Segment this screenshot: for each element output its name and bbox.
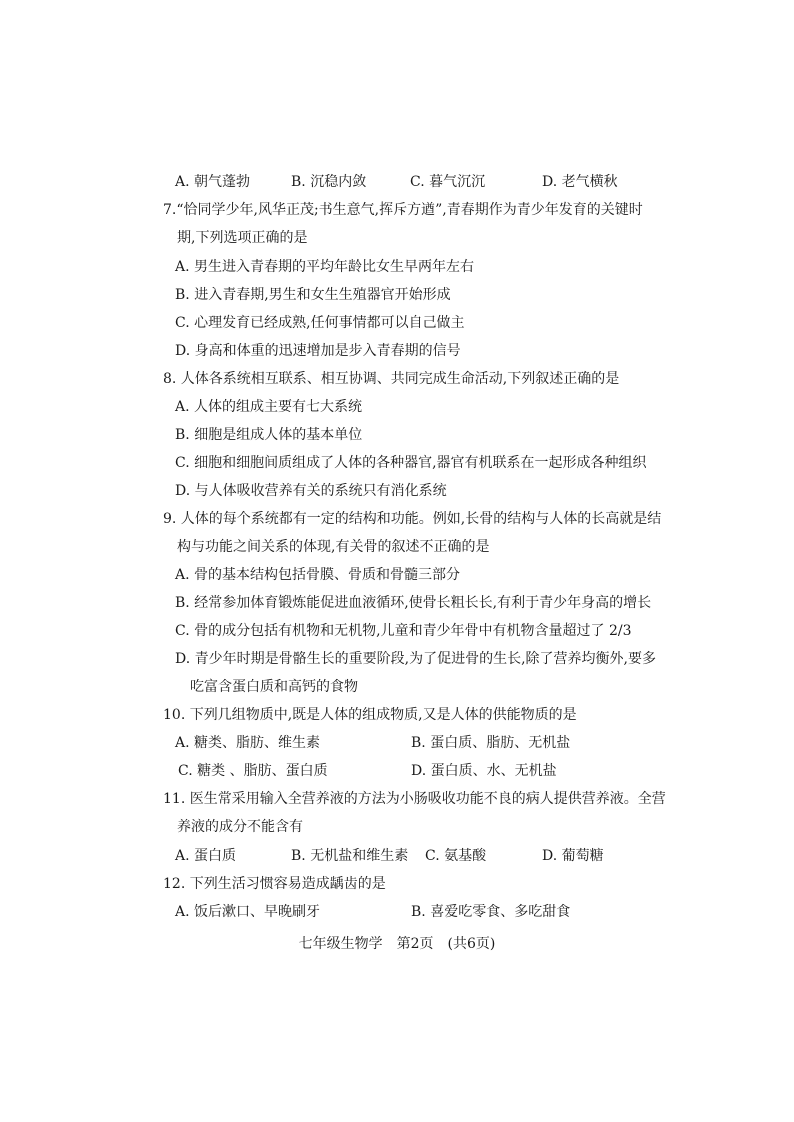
q7-stem-line-2: 期,下列选项正确的是 [177, 230, 308, 246]
q9-option-b: B. 经常参加体育锻炼能促进血液循环,使骨长粗长长,有利于青少年身高的增长 [175, 595, 652, 611]
q9-option-c: C. 骨的成分包括有机物和无机物,儿童和青少年骨中有机物含量超过了 2/3 [175, 623, 632, 639]
q9-stem-line-1: 9. 人体的每个系统都有一定的结构和功能。例如,长骨的结构与人体的长高就是结 [163, 511, 662, 527]
q12-option-a: A. 饭后漱口、早晚刷牙 [175, 904, 321, 920]
q8-option-c: C. 细胞和细胞间质组成了人体的各种器官,器官有机联系在一起形成各种组织 [175, 455, 647, 471]
q11-option-b: B. 无机盐和维生素 [291, 848, 409, 864]
q7-stem-line-1: 7.“恰同学少年,风华正茂;书生意气,挥斥方遒”,青春期作为青少年发育的关键时 [163, 202, 643, 218]
q10-option-b: B. 蛋白质、脂肪、无机盐 [411, 735, 571, 751]
q7-option-c: C. 心理发育已经成熟,任何事情都可以自己做主 [175, 315, 465, 331]
q11-option-c: C. 氨基酸 [425, 848, 487, 864]
q6-option-d: D. 老气横秋 [542, 174, 618, 190]
q10-option-a: A. 糖类、脂肪、维生素 [175, 735, 321, 751]
q11-option-d: D. 葡萄糖 [542, 848, 604, 864]
q10-option-c: C. 糖类 、脂肪、蛋白质 [178, 763, 328, 779]
q8-stem-line-1: 8. 人体各系统相互联系、相互协调、共同完成生命活动,下列叙述正确的是 [163, 371, 620, 387]
q10-option-d: D. 蛋白质、水、无机盐 [411, 763, 557, 779]
q8-option-a: A. 人体的组成主要有七大系统 [175, 399, 363, 415]
q7-option-b: B. 进入青春期,男生和女生生殖器官开始形成 [175, 287, 451, 303]
q12-option-b: B. 喜爱吃零食、多吃甜食 [411, 904, 571, 920]
q10-stem-line-1: 10. 下列几组物质中,既是人体的组成物质,又是人体的供能物质的是 [163, 707, 577, 723]
q6-option-c: C. 暮气沉沉 [410, 174, 486, 190]
page-footer: 七年级生物学 第2页 (共6页) [298, 936, 496, 952]
q9-option-d: D. 青少年时期是骨骼生长的重要阶段,为了促进骨的生长,除了营养均衡外,要多 [175, 651, 656, 667]
q11-stem-line-1: 11. 医生常采用输入全营养液的方法为小肠吸收功能不良的病人提供营养液。全营 [163, 791, 666, 807]
q7-option-a: A. 男生进入青春期的平均年龄比女生早两年左右 [175, 259, 475, 275]
q6-option-b: B. 沉稳内敛 [291, 174, 367, 190]
q11-stem-line-2: 养液的成分不能含有 [177, 819, 303, 835]
q6-option-a: A. 朝气蓬勃 [175, 174, 251, 190]
q12-stem-line-1: 12. 下列生活习惯容易造成龋齿的是 [163, 876, 386, 892]
q8-option-b: B. 细胞是组成人体的基本单位 [175, 427, 363, 443]
q9-option-d-continuation: 吃富含蛋白质和高钙的食物 [190, 679, 358, 695]
q11-option-a: A. 蛋白质 [175, 848, 237, 864]
q9-stem-line-2: 构与功能之间关系的体现,有关骨的叙述不正确的是 [177, 539, 490, 555]
q7-option-d: D. 身高和体重的迅速增加是步入青春期的信号 [175, 343, 461, 359]
q8-option-d: D. 与人体吸收营养有关的系统只有消化系统 [175, 483, 447, 499]
q9-option-a: A. 骨的基本结构包括骨膜、骨质和骨髓三部分 [175, 567, 461, 583]
